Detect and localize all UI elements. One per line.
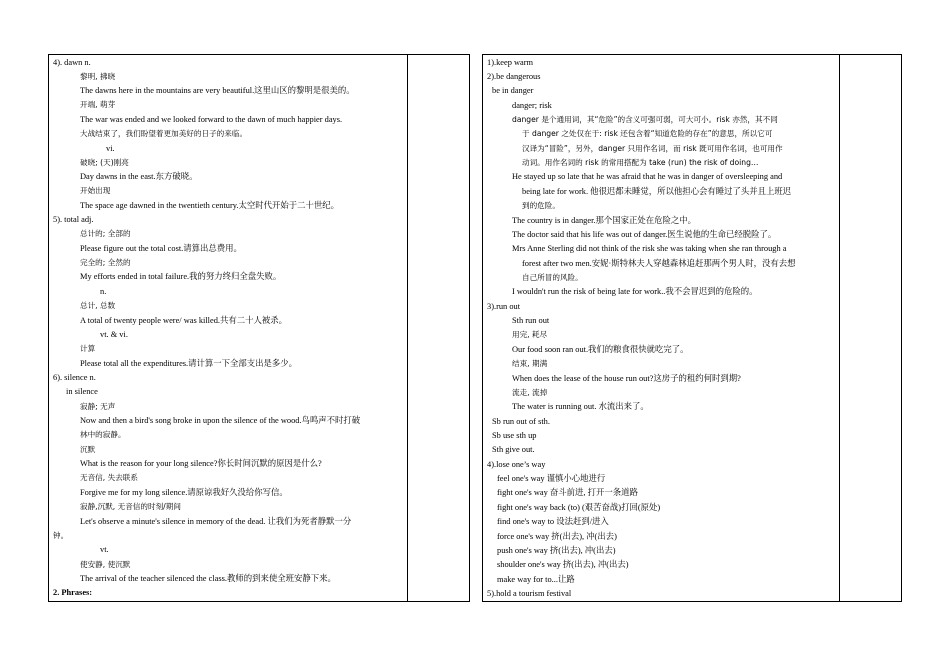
- text-line: Sth give out.: [492, 445, 535, 454]
- text-line: Let's observe a minute's silence in memory of the dead. 让我们为死者静默一分: [80, 517, 352, 526]
- text-line: A total of twenty people were/ was killed.共有二十人被杀。: [80, 316, 288, 325]
- text-line: Sth run out: [512, 316, 550, 325]
- text-line: being late for work. 他很迟都未睡觉，所以他担心会有睡过了头并且上班迟: [522, 187, 792, 196]
- text-line: n.: [100, 287, 107, 296]
- text-line: Our food soon ran out.我们的粮食很快就吃完了。: [512, 345, 689, 354]
- text-line: shoulder one's way 挤(出去), 冲(出去): [497, 560, 629, 569]
- text-line: Please figure out the total cost.请算出总费用。: [80, 244, 242, 253]
- text-line: 结束, 期满: [512, 359, 548, 368]
- text-line: find one's way to 设法赶到/进入: [497, 517, 609, 526]
- text-line: fight one's way 奋斗前进, 打开一条道路: [497, 488, 638, 497]
- text-line: 使安静, 使沉默: [80, 560, 131, 569]
- text-line: He stayed up so late that he was afraid that he was in danger of oversleeping and: [512, 172, 783, 181]
- text-line: 于 danger 之处仅在于: risk 还包含着“知道危险的存在”的意思，所以它可: [522, 129, 773, 138]
- text-line: 流走, 流掉: [512, 388, 548, 397]
- text-line: 大战结束了，我们盼望着更加美好的日子的来临。: [80, 129, 248, 138]
- text-line: Now and then a bird's song broke in upon the silence of the wood.鸟鸣声不时打破: [80, 416, 361, 425]
- text-line: 林中的寂静。: [80, 430, 126, 439]
- text-line: 总计的; 全部的: [80, 229, 131, 238]
- right-table-column-divider: [839, 55, 840, 601]
- text-line: 破晓; (天)刚亮: [80, 158, 129, 167]
- text-line: in silence: [66, 387, 98, 396]
- text-line: 5).hold a tourism festival: [487, 589, 572, 598]
- text-line: 2).be dangerous: [487, 72, 541, 81]
- text-line: vt.: [100, 545, 109, 554]
- text-line: 开始出现: [80, 186, 111, 195]
- text-line: 沉默: [80, 445, 96, 454]
- text-line: danger; risk: [512, 101, 552, 110]
- text-line: danger 是个通用词，其“危险”的含义可强可弱，可大可小。risk 亦然，其不同: [512, 115, 778, 124]
- text-line: When does the lease of the house run out?这房子的租约何时到期?: [512, 374, 741, 383]
- text-line: I wouldn't run the risk of being late for work..我不会冒迟到的危险的。: [512, 287, 758, 296]
- text-line: 寂静,沉默, 无音信的时刻/期间: [80, 502, 181, 511]
- text-line: The dawns here in the mountains are very beautiful.这里山区的黎明是很美的。: [80, 86, 355, 95]
- text-line: The doctor said that his life was out of danger.医生说他的生命已经脱险了。: [512, 230, 777, 239]
- text-line: 计算: [80, 344, 96, 353]
- text-line: The water is running out. 水流出来了。: [512, 402, 649, 411]
- text-line: feel one's way 谨慎小心地进行: [497, 474, 606, 483]
- text-line: My efforts ended in total failure.我的努力终归全盘失败。: [80, 272, 282, 281]
- text-line: 4).lose one’s way: [487, 460, 546, 469]
- text-line: 4). dawn n.: [53, 58, 91, 67]
- text-line: push one's way 挤(出去), 冲(出去): [497, 546, 616, 555]
- text-line: 到的危险。: [522, 201, 560, 210]
- text-line: The space age dawned in the twentieth century.太空时代开始于二十世纪。: [80, 201, 340, 210]
- left-table: [48, 54, 470, 602]
- text-line: 用完, 耗尽: [512, 330, 548, 339]
- text-line: force one's way 挤(出去), 冲(出去): [497, 532, 617, 541]
- text-line: vt. & vi.: [100, 330, 128, 339]
- text-line: Sb use sth up: [492, 431, 537, 440]
- text-line: 1).keep warm: [487, 58, 534, 67]
- text-line: 5). total adj.: [53, 215, 94, 224]
- text-line: Forgive me for my long silence.请原谅我好久没给你写信。: [80, 488, 288, 497]
- text-line: fight one's way back (to) (艰苦奋战)打回(原处): [497, 503, 661, 512]
- text-line: Please total all the expenditures.请计算一下全部支出是多少。: [80, 359, 298, 368]
- text-line: make way for to...让路: [497, 575, 575, 584]
- text-line: vi.: [106, 144, 115, 153]
- text-line: 动词。用作名词的 risk 的常用搭配为 take (run) the risk of doing…: [522, 158, 759, 167]
- text-line: The war was ended and we looked forward to the dawn of much happier days.: [80, 115, 343, 124]
- text-line: Mrs Anne Sterling did not think of the risk she was taking when she ran through a: [512, 244, 787, 253]
- left-table-column-divider: [407, 55, 408, 601]
- text-line: 6). silence n.: [53, 373, 96, 382]
- text-line: What is the reason for your long silence?你长时间沉默的原因是什么?: [80, 459, 322, 468]
- text-line: 钟。: [53, 531, 69, 540]
- right-table: [482, 54, 902, 602]
- text-line: forest after two men.安妮·斯特林夫人穿越森林追赶那两个男人时，没有去想: [522, 259, 796, 268]
- text-line: The country is in danger.那个国家正处在危险之中。: [512, 216, 696, 225]
- text-line: be in danger: [492, 86, 534, 95]
- section-heading: 2. Phrases:: [53, 588, 93, 597]
- text-line: The arrival of the teacher silenced the class.教师的到来使全班安静下来。: [80, 574, 336, 583]
- text-line: 自己所冒的风险。: [522, 273, 583, 282]
- text-line: 汉译为“冒险”，另外，danger 只用作名词，而 risk 既可用作名词，也可用作: [522, 144, 783, 153]
- text-line: 3).run out: [487, 302, 521, 311]
- text-line: 寂静; 无声: [80, 402, 116, 411]
- text-line: 总计, 总数: [80, 301, 116, 310]
- text-line: 开端, 萌芽: [80, 100, 116, 109]
- text-line: 黎明, 拂晓: [80, 72, 116, 81]
- text-line: Day dawns in the east.东方破晓。: [80, 172, 198, 181]
- text-line: 完全的; 全然的: [80, 258, 131, 267]
- text-line: Sb run out of sth.: [492, 417, 550, 426]
- text-line: 无音信, 失去联系: [80, 473, 138, 482]
